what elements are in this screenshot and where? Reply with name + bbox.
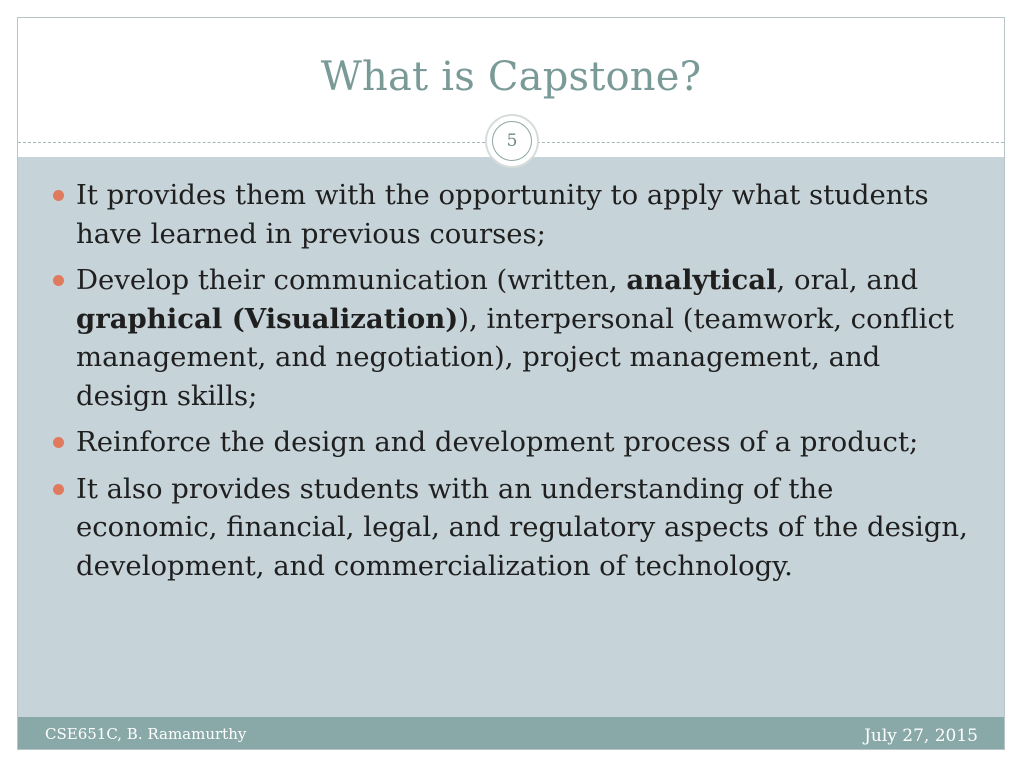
page-number: 5: [492, 121, 532, 161]
page-number-badge: [485, 114, 539, 168]
bullet-text-emphasis: graphical (Visualization): [76, 302, 459, 335]
footer-date: July 27, 2015: [864, 726, 978, 746]
bullet-text: [76, 264, 954, 412]
bullet-text-part: It also provides students with an understanding of the economic, financial, legal, and regulatory aspects of the design, development, and commercialization of technology.: [76, 472, 968, 582]
bullet-text-part: Reinforce the design and development process of a product;: [76, 426, 919, 458]
bullet-item: [53, 261, 973, 415]
footer-bar: [18, 717, 1004, 750]
bullet-text-part: ), interpersonal (teamwork, conflict management, and negotiation), project management, and design skills;: [76, 302, 954, 412]
bullet-text: [76, 179, 929, 250]
bullet-text-part: It provides them with the opportunity to apply what students have learned in previous courses;: [76, 179, 929, 250]
bullet-dot-icon: [53, 437, 64, 448]
bullet-text: [76, 426, 918, 458]
bullet-list: [53, 176, 973, 593]
bullet-item: [53, 470, 973, 586]
slide-title: What is Capstone?: [320, 54, 702, 100]
bullet-text-part: , oral, and: [776, 264, 919, 296]
bullet-dot-icon: [53, 484, 64, 495]
bullet-text: [76, 473, 968, 582]
bullet-dot-icon: [53, 275, 64, 286]
slide: [17, 17, 1005, 750]
footer-author: CSE651C, B. Ramamurthy: [45, 725, 247, 743]
bullet-dot-icon: [53, 190, 64, 201]
bullet-item: [53, 423, 973, 462]
bullet-item: [53, 176, 973, 253]
bullet-text-part: Develop their communication (written,: [76, 264, 627, 296]
bullet-text-emphasis: analytical: [626, 264, 777, 296]
